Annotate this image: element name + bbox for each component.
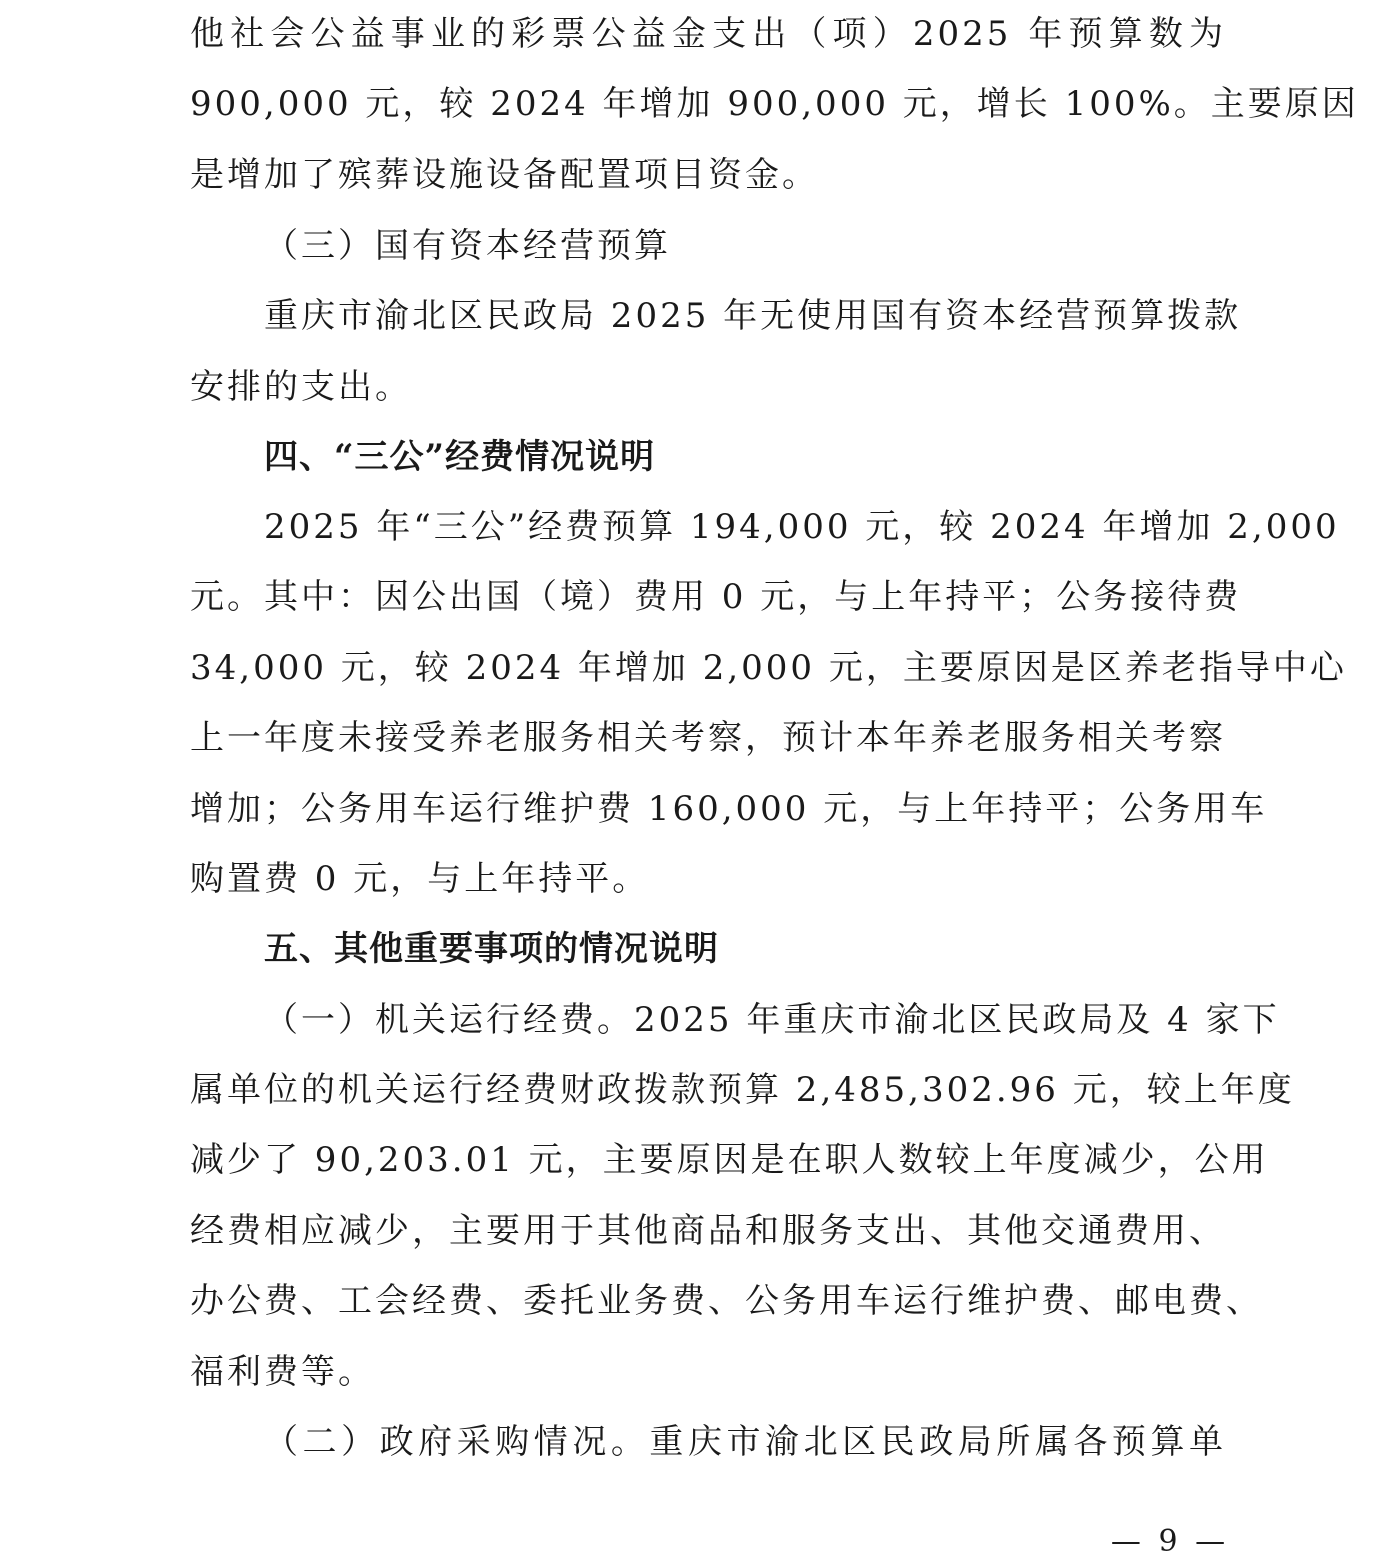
paragraph-line: 安排的支出。 bbox=[190, 367, 412, 407]
paragraph-line: 重庆市渝北区民政局 2025 年无使用国有资本经营预算拨款 bbox=[264, 296, 1242, 336]
paragraph-line: （二）政府采购情况。重庆市渝北区民政局所属各预算单 bbox=[264, 1422, 1226, 1462]
paragraph-line: 34,000 元，较 2024 年增加 2,000 元，主要原因是区养老指导中心 bbox=[190, 648, 1347, 688]
paragraph-line: 900,000 元，较 2024 年增加 900,000 元，增长 100%。主要原因 bbox=[190, 84, 1359, 124]
paragraph-line: 办公费、工会经费、委托业务费、公务用车运行维护费、邮电费、 bbox=[190, 1281, 1263, 1321]
paragraph-line: 元。其中：因公出国（境）费用 0 元，与上年持平；公务接待费 bbox=[190, 577, 1242, 617]
page-number: — 9 — bbox=[1110, 1524, 1230, 1559]
paragraph-line: 属单位的机关运行经费财政拨款预算 2,485,302.96 元，较上年度 bbox=[190, 1070, 1295, 1110]
paragraph-line: 上一年度未接受养老服务相关考察，预计本年养老服务相关考察 bbox=[190, 718, 1226, 758]
section-heading: 五、其他重要事项的情况说明 bbox=[264, 929, 719, 969]
section-heading: 四、“三公”经费情况说明 bbox=[264, 437, 656, 477]
paragraph-line: 减少了 90,203.01 元，主要原因是在职人数较上年度减少，公用 bbox=[190, 1140, 1269, 1180]
paragraph-line: 他社会公益事业的彩票公益金支出（项）2025 年预算数为 bbox=[190, 14, 1226, 54]
paragraph-line: 购置费 0 元，与上年持平。 bbox=[190, 859, 650, 899]
section-heading: （三）国有资本经营预算 bbox=[264, 226, 671, 266]
paragraph-line: 增加；公务用车运行维护费 160,000 元，与上年持平；公务用车 bbox=[190, 789, 1268, 829]
paragraph-line: 福利费等。 bbox=[190, 1352, 375, 1392]
paragraph-line: 经费相应减少，主要用于其他商品和服务支出、其他交通费用、 bbox=[190, 1211, 1226, 1251]
paragraph-line: （一）机关运行经费。2025 年重庆市渝北区民政局及 4 家下 bbox=[264, 1000, 1280, 1040]
paragraph-line: 是增加了殡葬设施设备配置项目资金。 bbox=[190, 155, 819, 195]
paragraph-line: 2025 年“三公”经费预算 194,000 元，较 2024 年增加 2,000 bbox=[264, 507, 1340, 547]
